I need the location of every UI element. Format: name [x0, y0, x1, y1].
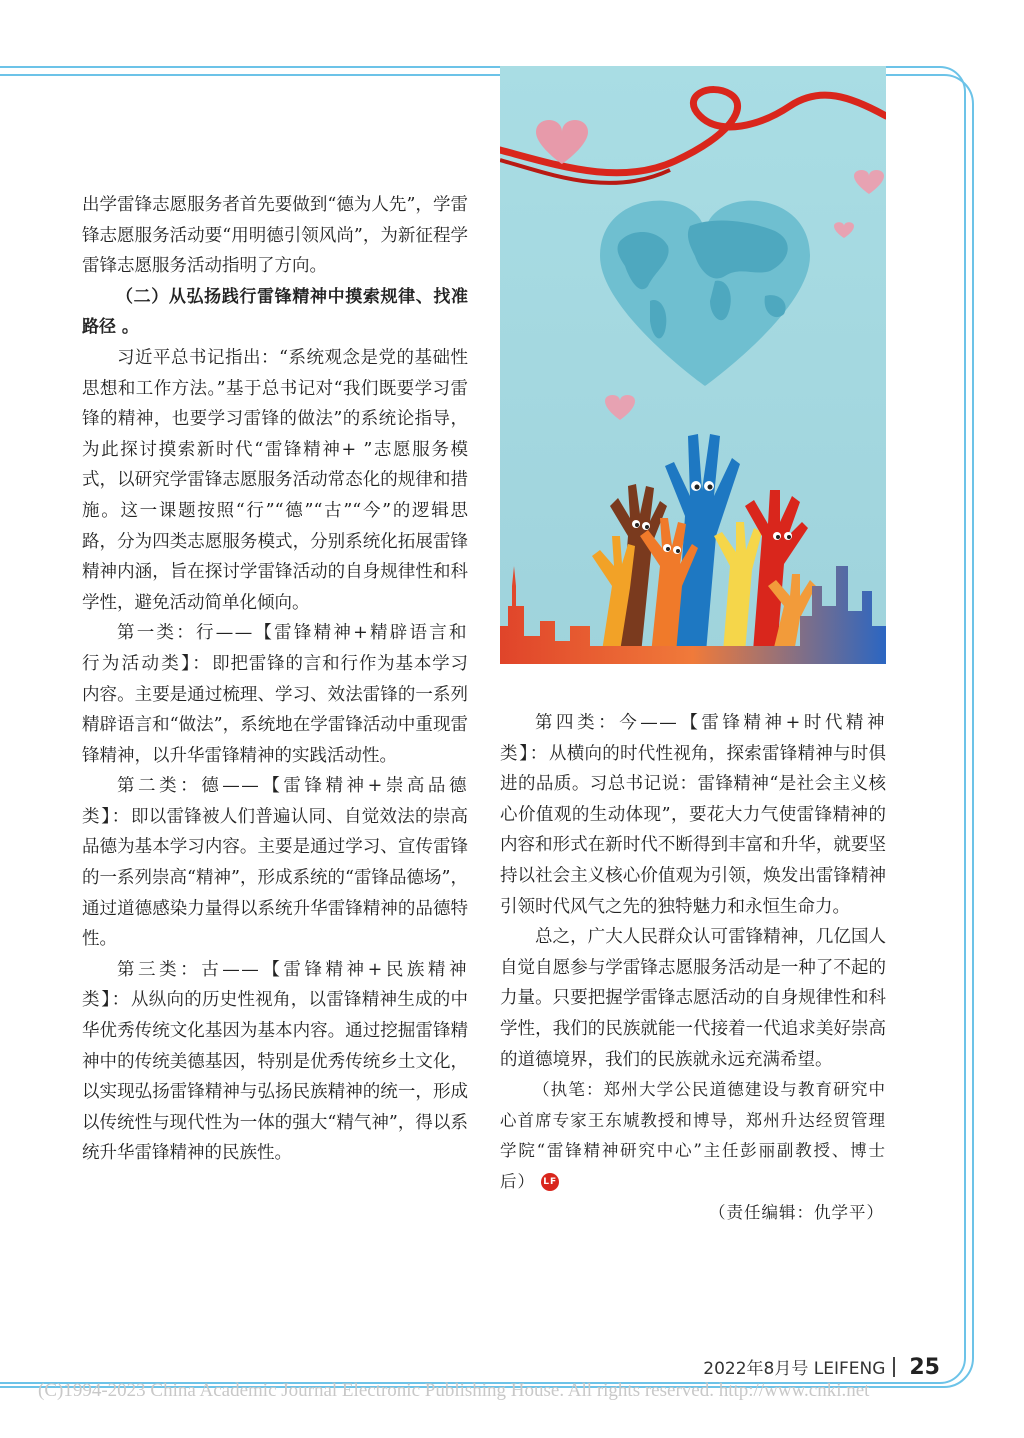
category-three-text: 从纵向的历史性视角，以雷锋精神生成的中华优秀传统文化基因为基本内容。通过挖掘雷锋精神中的传统美德基因，特别是优秀传统乡土文化，以实现弘扬雷锋精神与弘扬民族精神的统一，形成以传统性与现代性为一体的强大“精气神”，得以系统升华雷锋精神的民族性。	[82, 990, 468, 1164]
paragraph-continued: 出学雷锋志愿服务者首先要做到“德为人先”，学雷锋志愿服务活动要“用明德引领风尚”，为新征程学雷锋志愿服务活动指明了方向。	[82, 195, 468, 277]
category-four-text: 从横向的时代性视角，探索雷锋精神与时俱进的品质。习总书记说：雷锋精神“是社会主义核心价值观的生动体现”，要花大力气使雷锋精神的内容和形式在新时代不断得到丰富和升华，就要坚持以社会主义核心价值观为引领，焕发出雷锋精神引领时代风气之先的独特魅力和永恒生命力。	[500, 743, 886, 917]
copyright-watermark: (C)1994-2023 China Academic Journal Electronic Publishing House. All rights reserved. http://www.cnki.net	[38, 1380, 870, 1401]
right-text-column	[500, 708, 886, 1228]
category-three-label: 第三类：古——【雷锋精神+民族精神类】：	[82, 959, 468, 1011]
category-two	[82, 771, 468, 955]
page-number: 25	[909, 1355, 940, 1380]
illustration-svg	[500, 66, 886, 664]
author-note	[500, 1075, 886, 1197]
category-one	[82, 618, 468, 771]
category-one-text: 即把雷锋的言和行作为基本学习内容。主要是通过梳理、学习、效法雷锋的一系列精辟语言和“做法”，系统地在学雷锋活动中重现雷锋精神，以升华雷锋精神的实践活动性。	[82, 653, 469, 766]
page-footer	[640, 1354, 940, 1380]
left-text-column	[82, 190, 468, 1169]
issue-label: 2022年8月号 LEIFENG	[703, 1359, 886, 1379]
category-four	[500, 708, 886, 922]
category-four-label: 第四类：今——【雷锋精神+时代精神类】：	[500, 713, 886, 764]
footer-divider	[893, 1357, 895, 1377]
volunteer-hands-illustration	[500, 66, 886, 664]
section-heading: （二）从弘扬践行雷锋精神中摸索规律、找准路径 。	[82, 286, 468, 338]
category-two-label: 第二类：德——【雷锋精神+崇高品德类】：	[82, 776, 468, 827]
author-note-text: （执笔：郑州大学公民道德建设与教育研究中心首席专家王东虓教授和博导，郑州升达经贸管理学院“雷锋精神研究中心”主任彭丽副教授、博士后）	[500, 1080, 886, 1191]
category-one-label: 第一类：行——【雷锋精神+精辟语言和行为活动类】：	[82, 623, 468, 674]
category-three	[82, 955, 468, 1169]
category-two-text: 即以雷锋被人们普遍认同、自觉效法的崇高品德为基本学习内容。主要是通过学习、宣传雷锋的一系列崇高“精神”，形成系统的“雷锋品德场”，通过道德感染力量得以系统升华雷锋精神的品德特性。	[82, 806, 468, 950]
lf-end-mark-icon: LF	[541, 1173, 559, 1191]
responsible-editor: （责任编辑：仇学平）	[709, 1202, 884, 1222]
paragraph-conclusion: 总之，广大人民群众认可雷锋精神，几亿国人自觉自愿参与学雷锋志愿服务活动是一种了不起的力量。只要把握学雷锋志愿活动的自身规律性和科学性，我们的民族就能一代接着一代追求美好崇高的道德境界，我们的民族就永远充满希望。	[500, 927, 886, 1070]
paragraph-systems-view: 习近平总书记指出：“系统观念是党的基础性思想和工作方法。”基于总书记对“我们既要学习雷锋的精神，也要学习雷锋的做法”的系统论指导，为此探讨摸索新时代“雷锋精神+ ”志愿服务模式，以研究学雷锋志愿服务活动常态化的规律和措施。这一课题按照“行”“德”“古”“今”的逻辑思路，分为四类志愿服务模式，分别系统化拓展雷锋精神内涵，旨在探讨学雷锋活动的自身规律性和科学性，避免活动简单化倾向。	[82, 347, 468, 613]
